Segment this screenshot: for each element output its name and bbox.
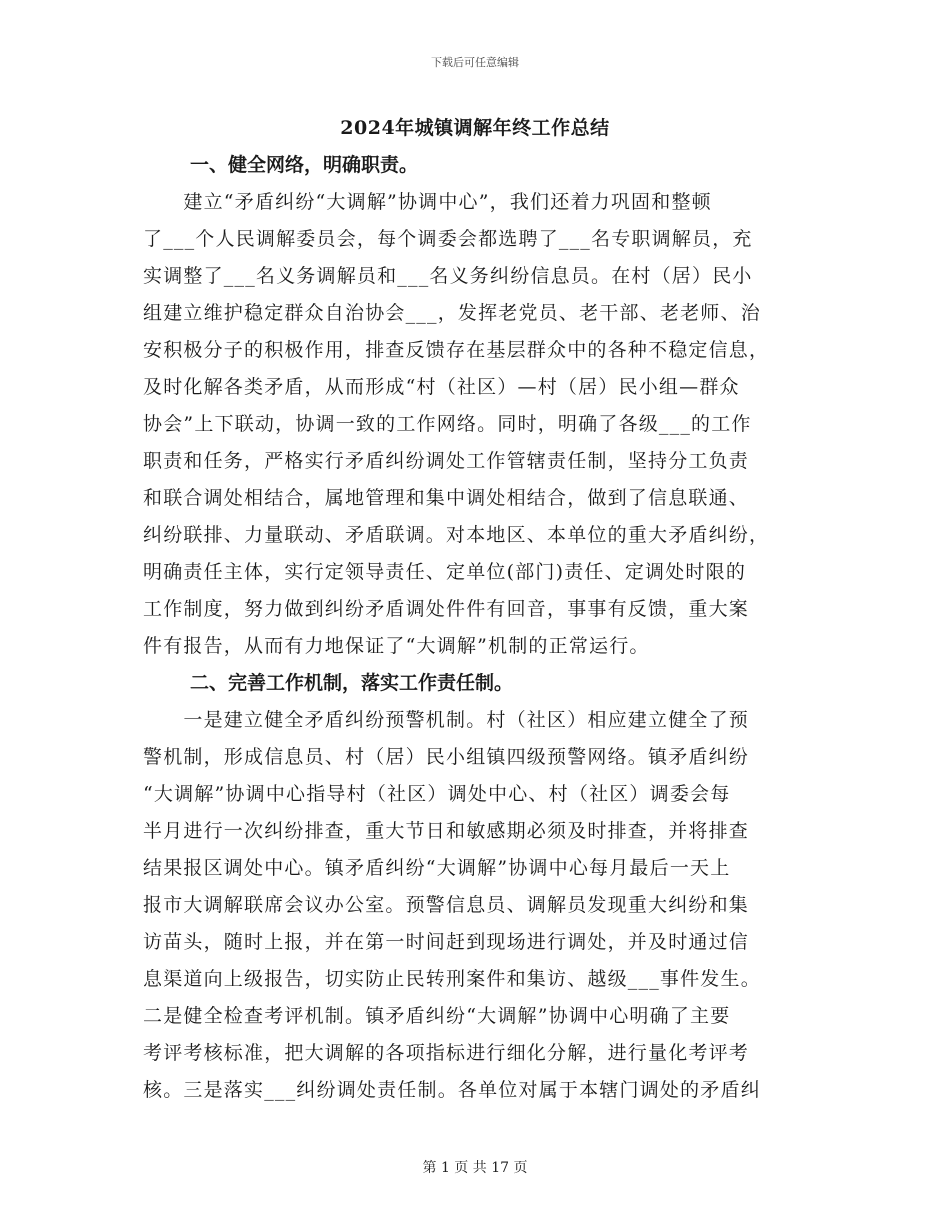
paragraph-line: 了___个人民调解委员会，每个调委会都选聘了___名专职调解员，充 xyxy=(143,228,753,250)
paragraph-line: 协会”上下联动，协调一致的工作网络。同时，明确了各级___的工作 xyxy=(143,413,752,435)
paragraph-line: “大调解”协调中心指导村（社区）调处中心、村（社区）调委会每 xyxy=(143,783,731,805)
paragraph-line: 明确责任主体，实行定领导责任、定单位(部门)责任、定调处时限的 xyxy=(143,561,747,583)
paragraph-line: 实调整了___名义务调解员和___名义务纠纷信息员。在村（居）民小 xyxy=(143,265,753,287)
paragraph-line: 警机制，形成信息员、村（居）民小组镇四级预警网络。镇矛盾纠纷 xyxy=(143,746,750,768)
paragraph-line: 一是建立健全矛盾纠纷预警机制。村（社区）相应建立健全了预 xyxy=(143,709,750,731)
document-title: 2024年城镇调解年终工作总结 xyxy=(340,117,610,139)
paragraph-line: 访苗头，随时上报，并在第一时间赶到现场进行调处，并及时通过信 xyxy=(143,931,750,953)
paragraph-line: 建立“矛盾纠纷“大调解”协调中心”，我们还着力巩固和整顿 xyxy=(143,191,712,213)
section-heading-1: 一、健全网络，明确职责。 xyxy=(190,154,419,176)
paragraph-line: 二是健全检查考评机制。镇矛盾纠纷“大调解”协调中心明确了主要 xyxy=(143,1005,731,1027)
paragraph-line: 和联合调处相结合，属地管理和集中调处相结合，做到了信息联通、 xyxy=(143,487,750,509)
paragraph-line: 报市大调解联席会议办公室。预警信息员、调解员发现重大纠纷和集 xyxy=(143,894,750,916)
paragraph-line: 安积极分子的积极作用，排查反馈存在基层群众中的各种不稳定信息， xyxy=(143,339,770,361)
paragraph-line: 核。三是落实___纠纷调处责任制。各单位对属于本辖门调处的矛盾纠 xyxy=(143,1079,761,1101)
paragraph-line: 半月进行一次纠纷排查，重大节日和敏感期必须及时排查，并将排查 xyxy=(143,820,750,842)
page-number: 第 1 页 共 17 页 xyxy=(422,1160,528,1176)
paragraph-line: 考评考核标准，把大调解的各项指标进行细化分解，进行量化考评考 xyxy=(143,1042,750,1064)
page-header-note: 下载后可任意编辑 xyxy=(431,56,519,69)
paragraph-line: 及时化解各类矛盾，从而形成“村（社区）—村（居）民小组—群众 xyxy=(143,376,740,398)
paragraph-line: 结果报区调处中心。镇矛盾纠纷“大调解”协调中心每月最后一天上 xyxy=(143,857,731,879)
paragraph-line: 工作制度，努力做到纠纷矛盾调处件件有回音，事事有反馈，重大案 xyxy=(143,598,750,620)
paragraph-line: 件有报告，从而有力地保证了“大调解”机制的正常运行。 xyxy=(143,635,650,657)
paragraph-line: 组建立维护稳定群众自治协会___，发挥老党员、老干部、老老师、治 xyxy=(143,302,761,324)
section-heading-2: 二、完善工作机制，落实工作责任制。 xyxy=(190,672,514,694)
paragraph-line: 息渠道向上级报告，切实防止民转刑案件和集访、越级___事件发生。 xyxy=(143,968,761,990)
paragraph-line: 职责和任务，严格实行矛盾纠纷调处工作管辖责任制，坚持分工负责 xyxy=(143,450,750,472)
paragraph-line: 纠纷联排、力量联动、矛盾联调。对本地区、本单位的重大矛盾纠纷， xyxy=(143,524,770,546)
